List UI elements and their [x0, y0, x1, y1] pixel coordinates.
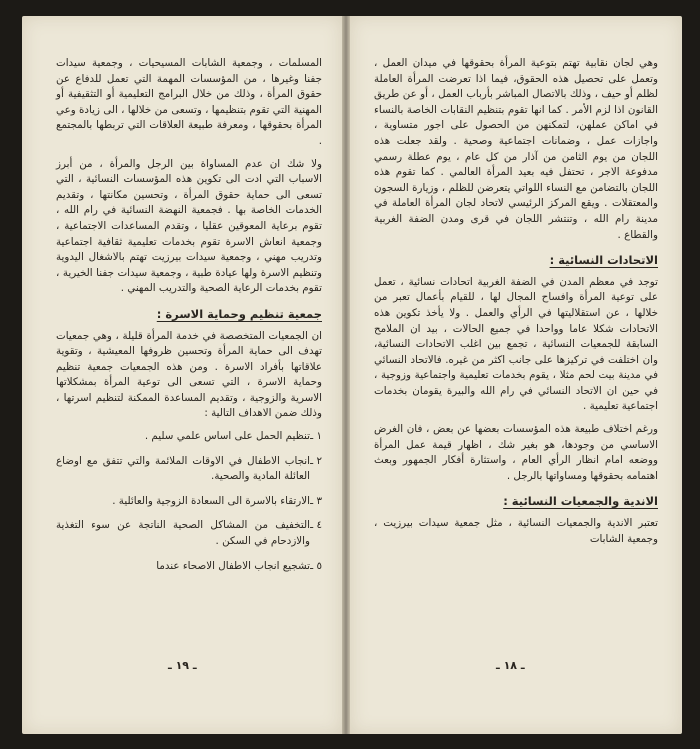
paragraph: ان الجمعيات المتخصصة في خدمة المرأة قليلة ، وهي جمعيات تهدف الى حماية المرأة وتحسين ظروفها المعيشية ، وتقوية علاقاتها بأفراد الاسرة . ومن هذه الجمعيات جمعية تنظيم وحماية الاسرة ، التي تسعى الى توعية المرأة بمشكلاتها الاسرية والزوجية ، وتقديم المساعدة الممكنة لتنظيم اسرتها ، وذلك ضمن الاهداف التالية :	[56, 329, 322, 420]
section-heading-family-planning: جمعية تنظيم وحماية الاسرة :	[156, 306, 322, 321]
list-text: تشجيع انجاب الاطفال الاصحاء عندما	[156, 559, 310, 572]
page-18	[350, 16, 682, 734]
page-number: ـ ١٩ ـ	[168, 659, 197, 672]
list-text: التخفيف من المشاكل الصحية الناتجة عن سوء التغذية والازدحام في السكن .	[56, 519, 310, 548]
list-number: ٤ ـ	[310, 519, 322, 532]
paragraph: توجد في معظم المدن في الضفة الغربية اتحادات نسائية ، تعمل على توعية المرأة وافساح المجال لها ، للقيام بأعمال تعبر من خلالها ، عن استقلاليتها في الرأي والعمل . ولا يأخذ تكوين هذه الاتحادات شكلا عاما وواحدا في جميع الحالات ، بيد ان الملامح السابقة للجمعيات النسائية ، تجمع بين اغلب الاتحادات النسائية، وان اختلفت في تركيزها على جانب اكثر من غيره. فالاتحاد النسائي في مدينة بيت لحم مثلا ، يقوم بخدمات تعليمية واجتماعية وزوجية ، في حين ان الاتحاد النسائي في رام الله والبيرة يقومان بخدمات اجتماعية تعليمية .	[374, 275, 658, 413]
list-number: ٢ ـ	[310, 454, 322, 467]
list-item	[56, 494, 322, 510]
section-heading-womens-unions: الاتحادات النسائية :	[549, 253, 658, 268]
page-19	[22, 16, 342, 734]
list-item	[56, 559, 322, 575]
list-item	[56, 454, 322, 485]
section-heading-clubs-societies: الاندية والجمعيات النسائية :	[503, 494, 658, 509]
paragraph: وهي لجان نقابية تهتم بتوعية المرأة بحقوقها في ميدان العمل ، وتعمل على تحصيل هذه الحقوق، فيما اذا تعرضت المرأة العاملة لظلم أو حيف ، وذلك بالاتصال المباشر بأرباب العمل ، أو عن طريق القانون اذا لزم الأمر . كما انها تقوم بتنظيم النقابات الخاصة بالنساء في اماكن عملهن، لتمكنهن من الحصول على اجور متساوية ، واجازات عمل ، وضمانات اجتماعية وصحية . ولقد جعلت هذه اللجان من يوم الثامن من آذار من كل عام ، يوم عطلة رسمي مدفوعة الاجر ، تحتفل فيه بعيد المرأة العالمي . كما تقوم هذه اللجان بالتضامن مع النساء اللواتي يتعرضن للظلم ، وزيارة السجون والمعتقلات . ويقع المركز الرئيسي لاتحاد لجان المرأة العاملة في مدينة رام الله ، وتنتشر اللجان في قرى ومدن الضفة الغربية والقطاع .	[374, 57, 658, 241]
goals-list	[56, 429, 322, 574]
binding-gutter	[342, 16, 350, 734]
paragraph: ورغم اختلاف طبيعة هذه المؤسسات بعضها عن بعض ، فان الغرض الاساسي من وجودها، هو بغير شك ، اظهار قيمة عمل المرأة ووضعه امام انظار الرأي العام ، واستثارة أفكار الجمهور وبعث اهتمامه بحقوقها ومساواتها بالرجل .	[374, 423, 658, 482]
list-item	[56, 429, 322, 445]
list-number: ٣ ـ	[310, 494, 322, 507]
list-number: ٥ ـ	[310, 559, 322, 572]
paragraph: ولا شك ان عدم المساواة بين الرجل والمرأة ، من أبرز الاسباب التي ادت الى تكوين هذه المؤسسات النسائية ، التي تسعى الى حماية حقوق المرأة ، وتحسين مكانتها ، وتقديم الخدمات الخاصة بها . فجمعية النهضة النسائية في رام الله ، تقوم برعاية المعوقين عقليا ، وتقدم المساعدات الاجتماعية ، وجمعية انعاش الاسرة تقوم بخدمات تعليمية ثقافية اجتماعية وتدريب مهني ، وجمعية سيدات بيرزيت تهتم بالاشغال اليدوية وتنظيم الاسرة ولها عيادة طبية ، وجمعية سيدات جفنا الخيرية ، تقوم بخدمات الرعاية الصحية والتدريب المهني .	[56, 157, 322, 295]
list-text: انجاب الاطفال في الاوقات الملائمة والتي تتفق مع اوضاع العائلة المادية والصحية.	[56, 454, 310, 483]
page-18-text-column	[374, 56, 658, 554]
list-text: الارتقاء بالاسرة الى السعادة الزوجية والعائلية .	[112, 494, 310, 507]
page-19-text-column	[56, 56, 322, 583]
list-item	[56, 518, 322, 549]
list-text: تنظيم الحمل على اساس علمي سليم .	[144, 430, 310, 443]
page-number: ـ ١٨ ـ	[496, 659, 525, 672]
paragraph: المسلمات ، وجمعية الشابات المسيحيات ، وجمعية سيدات جفنا وغيرها ، من المؤسسات المهمة التي تعمل للدفاع عن حقوق المرأة ، وذلك من خلال البرامج التعليمية أو التثقيفية أو المهنية التي تقوم بتنظيمها ، وتسعى من خلالها ، الى زيادة وعي المرأة بحقوقها ، ومعرفة طبيعة العلاقات التي تربطها بالمجتمع .	[56, 57, 322, 147]
list-number: ١ ـ	[310, 430, 322, 443]
paragraph: تعتبر الاندية والجمعيات النسائية ، مثل جمعية سيدات بيرزيت ، وجمعية الشابات	[374, 517, 658, 545]
